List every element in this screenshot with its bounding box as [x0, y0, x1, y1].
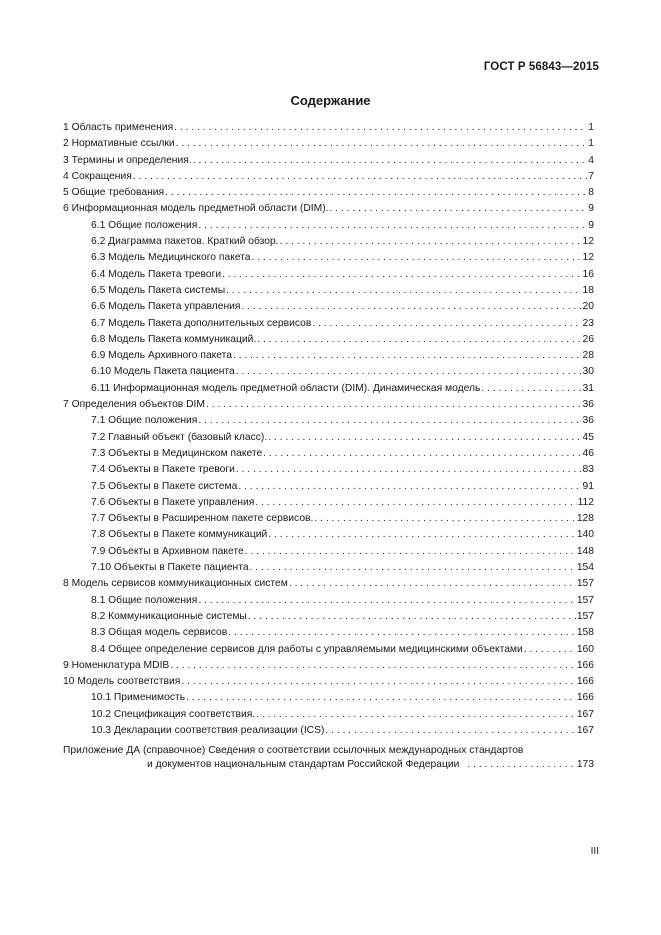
- toc-entry-page: 83: [582, 464, 594, 476]
- toc-entry-label: 7.3 Объекты в Медицинском пакете: [91, 447, 263, 459]
- page-number: III: [590, 846, 599, 857]
- dot-leader: [257, 332, 581, 348]
- toc-entry-page: 158: [576, 627, 594, 639]
- toc-entry-label: 6 Информационная модель предметной области (DIM).: [63, 203, 329, 215]
- toc-entry[interactable]: [63, 413, 594, 429]
- dot-leader: [289, 576, 576, 592]
- toc-entry-page: 4: [588, 154, 594, 166]
- toc-entry-label: 10 Модель соответствия: [63, 676, 181, 688]
- toc-entry[interactable]: [63, 153, 594, 169]
- dot-leader: [165, 185, 587, 201]
- dot-leader: [241, 299, 581, 315]
- toc-entry-page: 157: [576, 578, 594, 590]
- toc-entry[interactable]: [63, 169, 594, 185]
- toc-entry[interactable]: [63, 642, 594, 658]
- toc-entry-page: 12: [582, 236, 594, 248]
- toc-entry-label: 9 Номенклатура MDIB: [63, 659, 170, 671]
- toc-entry-label: 8.1 Общие положения: [91, 594, 198, 606]
- toc-entry-page: 140: [576, 529, 594, 541]
- dot-leader: [256, 707, 576, 723]
- toc-entry[interactable]: [63, 609, 594, 625]
- toc-entry-page: 128: [576, 513, 594, 525]
- toc-entry[interactable]: [63, 397, 594, 413]
- toc-entry-label: 6.9 Модель Архивного пакета: [91, 350, 233, 362]
- dot-leader: [133, 169, 587, 185]
- toc-entry-page: 36: [582, 399, 594, 411]
- dot-leader: [206, 397, 582, 413]
- toc-entry-label: 7.10 Объекты в Пакете пациента: [91, 562, 249, 574]
- toc-entry-page: 28: [582, 350, 594, 362]
- toc-entry-page: 16: [582, 268, 594, 280]
- toc-entry-label: 8 Модель сервисов коммуникационных систем: [63, 578, 288, 590]
- toc-entry-page: 166: [576, 692, 594, 704]
- toc-entry-page: 23: [582, 317, 594, 329]
- dot-leader: [280, 234, 582, 250]
- dot-leader: [193, 153, 588, 169]
- toc-entry-label: 7.8 Объекты в Пакете коммуникаций: [91, 529, 268, 541]
- toc-entry[interactable]: [63, 690, 594, 706]
- toc-entry[interactable]: [63, 332, 594, 348]
- toc-entry-page: 9: [588, 219, 594, 231]
- toc-entry-page: 20: [582, 301, 594, 313]
- toc-entry-label: 7.5 Объекты в Пакете система: [91, 480, 238, 492]
- toc-entry-label: 2 Нормативные ссылки: [63, 138, 175, 150]
- toc-entry[interactable]: [63, 430, 594, 446]
- appendix-page-number: 173: [576, 759, 594, 770]
- toc-entry[interactable]: [63, 479, 594, 495]
- dot-leader: [312, 316, 581, 332]
- toc-entry-label: 6.1 Общие положения: [91, 219, 198, 231]
- toc-entry-label: 8.3 Общая модель сервисов: [91, 627, 228, 639]
- dot-leader: [198, 413, 581, 429]
- toc-entry-page: 31: [582, 382, 594, 394]
- toc-entry[interactable]: [63, 250, 594, 266]
- toc-entry[interactable]: [63, 364, 594, 380]
- dot-leader: [314, 511, 575, 527]
- toc-entry-label: 8.4 Общее определение сервисов для работы с управляемыми медицинскими объектами: [91, 643, 523, 655]
- toc-entry[interactable]: [63, 707, 594, 723]
- toc-entry-page: 157: [576, 594, 594, 606]
- toc-entry-page: 36: [582, 415, 594, 427]
- toc-entry-label: 6.2 Диаграмма пакетов. Краткий обзор.: [91, 236, 279, 248]
- toc-entry-page: 30: [582, 366, 594, 378]
- dot-leader: [233, 348, 582, 364]
- dot-leader: [176, 136, 588, 152]
- toc-entry[interactable]: [63, 625, 594, 641]
- toc-entry-label: 6.3 Модель Медицинского пакета: [91, 252, 251, 264]
- toc-entry[interactable]: [63, 348, 594, 364]
- appendix-title-line-2: и документов национальным стандартам Российской Федерации: [147, 759, 460, 770]
- dot-leader: [186, 690, 576, 706]
- toc-entry-label: 6.4 Модель Пакета тревоги: [91, 268, 222, 280]
- dot-leader: [524, 642, 576, 658]
- dot-leader: [330, 201, 588, 217]
- dot-leader: [198, 593, 575, 609]
- toc-appendix-entry[interactable]: [63, 744, 594, 772]
- toc-entry[interactable]: [63, 218, 594, 234]
- dot-leader: [236, 364, 582, 380]
- toc-entry-label: 5 Общие требования: [63, 187, 165, 199]
- toc-entry-page: 45: [582, 431, 594, 443]
- toc-entry[interactable]: [63, 234, 594, 250]
- toc-entry-page: 46: [582, 447, 594, 459]
- toc-entry-label: 6.7 Модель Пакета дополнительных сервисов: [91, 317, 312, 329]
- toc-entry-label: 6.6 Модель Пакета управления: [91, 301, 241, 313]
- dot-leader: [481, 381, 581, 397]
- toc-entry-page: 91: [582, 480, 594, 492]
- toc-entry[interactable]: [63, 527, 594, 543]
- toc-entry-label: 7 Определения объектов DIM: [63, 399, 205, 411]
- appendix-title-line-1: Приложение ДА (справочное) Сведения о соответствии ссылочных международных стандартов: [63, 745, 524, 756]
- dot-leader: [226, 283, 581, 299]
- dot-leader: [236, 462, 582, 478]
- toc-entry-label: 6.11 Информационная модель предметной области (DIM). Динамическая модель: [91, 382, 481, 394]
- dot-leader: [250, 560, 576, 576]
- dot-leader: [255, 495, 576, 511]
- toc-entry[interactable]: [63, 283, 594, 299]
- toc-entry[interactable]: [63, 299, 594, 315]
- toc-entry-page: 167: [576, 724, 594, 736]
- toc-entry[interactable]: [63, 462, 594, 478]
- toc-entry-page: 166: [576, 676, 594, 688]
- dot-leader: [222, 267, 581, 283]
- toc-entry[interactable]: [63, 593, 594, 609]
- toc-entry-label: 10.1 Применимость: [91, 692, 186, 704]
- toc-entry-page: 148: [576, 545, 594, 557]
- dot-leader: [467, 758, 575, 772]
- toc-entry-page: 157: [576, 610, 594, 622]
- toc-entry-label: 10.2 Спецификация соответствия.: [91, 708, 256, 720]
- toc-entry-page: 1: [588, 122, 594, 133]
- toc-entry-page: 8: [588, 187, 594, 199]
- toc-entry-label: 1 Область применения: [63, 122, 174, 133]
- toc-entry-page: 26: [582, 333, 594, 345]
- toc-entry[interactable]: [63, 201, 594, 217]
- dot-leader: [252, 250, 582, 266]
- toc-entry-label: 7.1 Общие положения: [91, 415, 198, 427]
- toc-entry-label: 10.3 Декларации соответствия реализации (ICS): [91, 724, 325, 736]
- toc-entry-page: 18: [582, 284, 594, 296]
- toc-entry-label: 6.5 Модель Пакета системы: [91, 284, 226, 296]
- toc-entry-page: 7: [588, 170, 594, 182]
- dot-leader: [174, 120, 587, 136]
- toc-entry-label: 8.2 Коммуникационные системы: [91, 610, 247, 622]
- toc-entry[interactable]: [63, 560, 594, 576]
- dot-leader: [228, 625, 576, 641]
- dot-leader: [325, 723, 575, 739]
- toc-entry[interactable]: [63, 674, 594, 690]
- dot-leader: [268, 527, 576, 543]
- document-code: ГОСТ Р 56843—2015: [483, 61, 599, 73]
- toc-title: Содержание: [290, 93, 371, 108]
- table-of-contents: [63, 120, 594, 739]
- toc-entry[interactable]: [63, 185, 594, 201]
- toc-entry-label: 7.7 Объекты в Расширенном пакете сервисов.: [91, 513, 314, 525]
- toc-entry[interactable]: [63, 136, 594, 152]
- toc-entry-label: 6.10 Модель Пакета пациента: [91, 366, 235, 378]
- toc-entry-page: 12: [582, 252, 594, 264]
- toc-entry-page: 9: [588, 203, 594, 215]
- toc-entry-label: 7.2 Главный объект (базовый класс).: [91, 431, 268, 443]
- toc-entry[interactable]: [63, 576, 594, 592]
- toc-entry[interactable]: [63, 381, 594, 397]
- toc-entry[interactable]: [63, 511, 594, 527]
- toc-entry[interactable]: [63, 446, 594, 462]
- toc-entry[interactable]: [63, 267, 594, 283]
- dot-leader: [238, 479, 581, 495]
- toc-entry-page: 166: [576, 659, 594, 671]
- toc-entry[interactable]: [63, 544, 594, 560]
- toc-entry[interactable]: [63, 658, 594, 674]
- dot-leader: [268, 430, 581, 446]
- toc-entry[interactable]: [63, 495, 594, 511]
- toc-entry-label: 6.8 Модель Пакета коммуникаций.: [91, 333, 257, 345]
- toc-entry-page: 160: [576, 643, 594, 655]
- toc-entry[interactable]: [63, 316, 594, 332]
- toc-entry-page: 112: [577, 496, 594, 508]
- toc-entry-label: 7.4 Объекты в Пакете тревоги: [91, 464, 235, 476]
- toc-entry-label: 3 Термины и определения.: [63, 154, 192, 166]
- toc-entry[interactable]: [63, 120, 594, 136]
- dot-leader: [198, 218, 587, 234]
- dot-leader: [170, 658, 576, 674]
- toc-entry-label: 7.6 Объекты в Пакете управления: [91, 496, 255, 508]
- toc-entry-page: 154: [576, 562, 594, 574]
- toc-entry-page: 167: [576, 708, 594, 720]
- toc-entry[interactable]: [63, 723, 594, 739]
- toc-entry-label: 7.9 Объекты в Архивном пакете: [91, 545, 244, 557]
- dot-leader: [248, 609, 576, 625]
- toc-entry-page: 1: [588, 138, 594, 150]
- toc-entry-label: 4 Сокращения: [63, 170, 132, 182]
- dot-leader: [181, 674, 575, 690]
- dot-leader: [245, 544, 576, 560]
- dot-leader: [263, 446, 581, 462]
